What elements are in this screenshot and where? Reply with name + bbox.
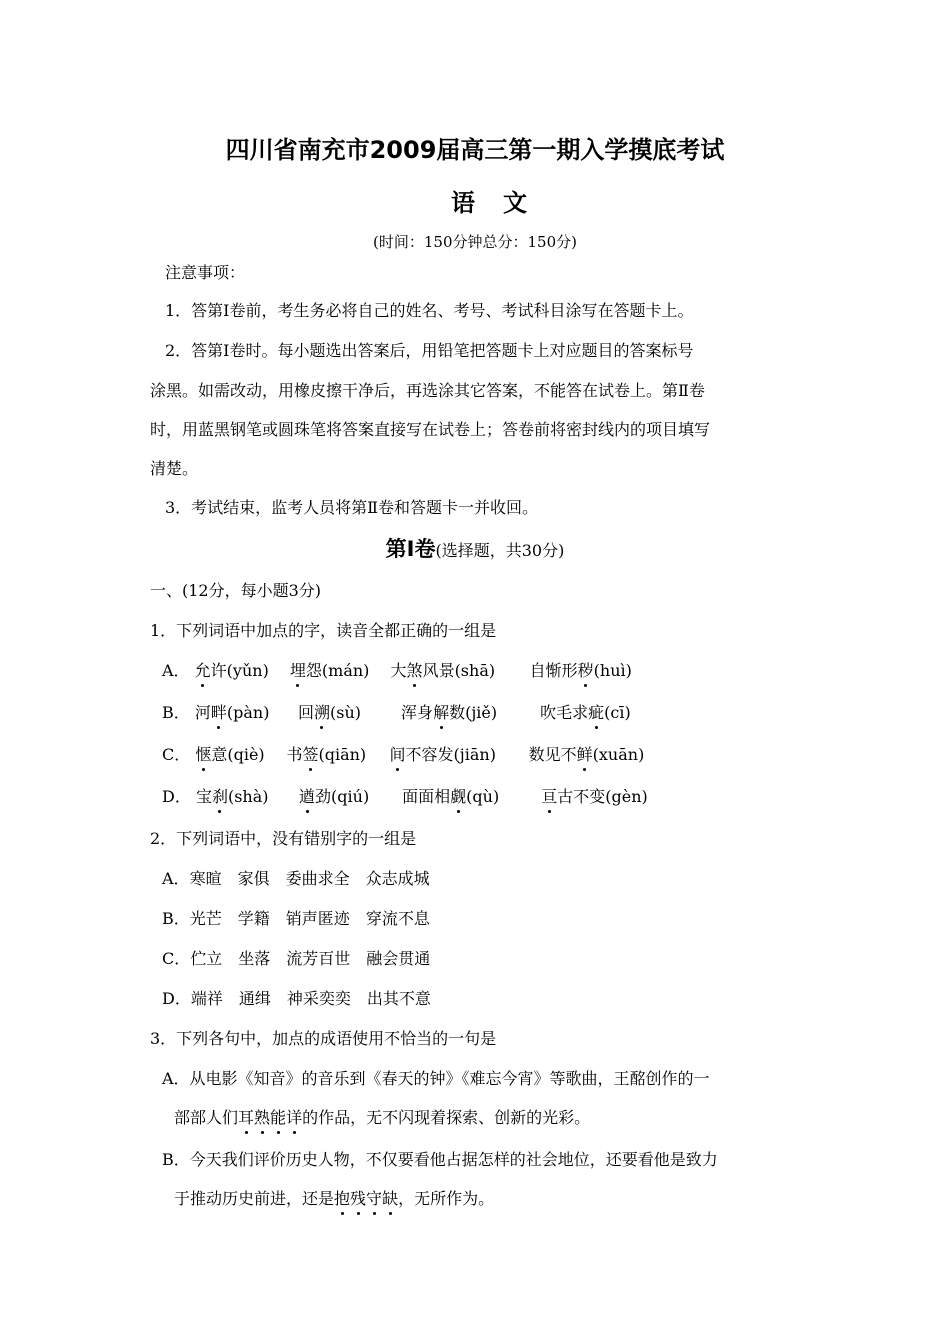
q1-b-word-3: 浑身解数(jiě) xyxy=(401,703,498,722)
q1-c-word-4: 数见不鲜(xuān) xyxy=(528,745,645,764)
part1-heading xyxy=(0,535,950,563)
notes-item-2-line-2: 涂黑。如需改动，用橡皮擦干净后，再选涂其它答案，不能答在试卷上。第Ⅱ卷 xyxy=(150,381,705,400)
q3-option-a-line-2: 部部人们耳熟能详的作品，无不闪现着探索、创新的光彩。 xyxy=(174,1108,591,1127)
q1-c-word-1: 惬意(qiè) xyxy=(195,745,265,764)
q2-option-a: A．寒暄 家俱 委曲求全 众志成城 xyxy=(162,869,430,888)
q1-d-word-3: 面面相觑(qù) xyxy=(402,787,500,806)
q3-b-dotted-idiom: 抱残守缺 xyxy=(334,1189,399,1208)
exam-title: 四川省南充市2009届高三第一期入学摸底考试 xyxy=(225,136,725,164)
subject-title: 语文 xyxy=(451,189,555,217)
q1-option-c: C． 惬意(qiè) 书签(qiān) 间不容发(jiān) 数见不鲜(xuān) xyxy=(162,745,645,764)
q1-option-a: A． 允许(yǔn) 埋怨(mán) 大煞风景(shā) 自惭形秽(huì) xyxy=(162,661,632,680)
q3-option-a-line-1: A．从电影《知音》的音乐到《春天的钟》《难忘今宵》等歌曲，王酩创作的一 xyxy=(162,1069,710,1088)
q1-stem: 1．下列词语中加点的字，读音全都正确的一组是 xyxy=(150,621,497,640)
part1-subtitle: (选择题，共30分) xyxy=(435,541,565,560)
q1-a-word-3: 大煞风景(shā) xyxy=(390,661,496,680)
q1-b-word-1: 河畔(pàn) xyxy=(194,703,270,722)
q1-d-word-1: 宝刹(shà) xyxy=(195,787,269,806)
exam-meta: (时间：150分钟总分：150分) xyxy=(373,233,577,251)
q3-option-b-line-2: 于推动历史前进，还是抱残守缺，无所作为。 xyxy=(174,1189,495,1208)
notes-item-2-line-4: 清楚。 xyxy=(150,459,199,478)
q1-option-b: B． 河畔(pàn) 回溯(sù) 浑身解数(jiě) 吹毛求疵(cī) xyxy=(162,703,631,722)
q1-b-word-2: 回溯(sù) xyxy=(297,703,361,722)
q1-c-word-3: 间不容发(jiān) xyxy=(389,745,496,764)
q1-a-word-2: 埋怨(mán) xyxy=(289,661,370,680)
q3-a-dotted-idiom: 耳熟能详 xyxy=(238,1108,303,1127)
notes-item-2-line-3: 时，用蓝黑钢笔或圆珠笔将答案直接写在试卷上；答卷前将密封线内的项目填写 xyxy=(150,420,711,439)
q1-d-word-2: 遒劲(qiú) xyxy=(299,787,370,806)
q2-option-d: D．端祥 通缉 神采奕奕 出其不意 xyxy=(162,989,431,1008)
q2-option-c: C．伫立 坐落 流芳百世 融会贯通 xyxy=(162,949,431,968)
q1-a-word-4: 自惭形秽(huì) xyxy=(529,661,632,680)
notes-item-3: 3．考试结束，监考人员将第Ⅱ卷和答题卡一并收回。 xyxy=(165,498,539,517)
q2-stem: 2．下列词语中，没有错别字的一组是 xyxy=(150,829,417,848)
section-one-heading: 一、(12分，每小题3分) xyxy=(150,581,322,600)
q1-b-word-4: 吹毛求疵(cī) xyxy=(540,703,631,722)
q1-d-word-4: 亘古不变(gèn) xyxy=(541,787,648,806)
q3-option-b-line-1: B．今天我们评价历史人物，不仅要看他占据怎样的社会地位，还要看他是致力 xyxy=(162,1150,718,1169)
q3-stem: 3．下列各句中，加点的成语使用不恰当的一句是 xyxy=(150,1029,497,1048)
notes-item-1: 1．答第Ⅰ卷前，考生务必将自己的姓名、考号、考试科目涂写在答题卡上。 xyxy=(165,301,694,320)
part1-title: 第Ⅰ卷 xyxy=(385,537,436,561)
q1-c-word-2: 书签(qiān) xyxy=(286,745,367,764)
q1-a-word-1: 允许(yǔn) xyxy=(194,661,269,680)
notes-item-2-line-1: 2．答第Ⅰ卷时。每小题选出答案后，用铅笔把答题卡上对应题目的答案标号 xyxy=(165,341,694,360)
q1-option-d: D． 宝刹(shà) 遒劲(qiú) 面面相觑(qù) 亘古不变(gèn) xyxy=(162,787,648,806)
notes-heading: 注意事项： xyxy=(165,263,246,282)
q2-option-b: B．光芒 学籍 销声匿迹 穿流不息 xyxy=(162,909,430,928)
